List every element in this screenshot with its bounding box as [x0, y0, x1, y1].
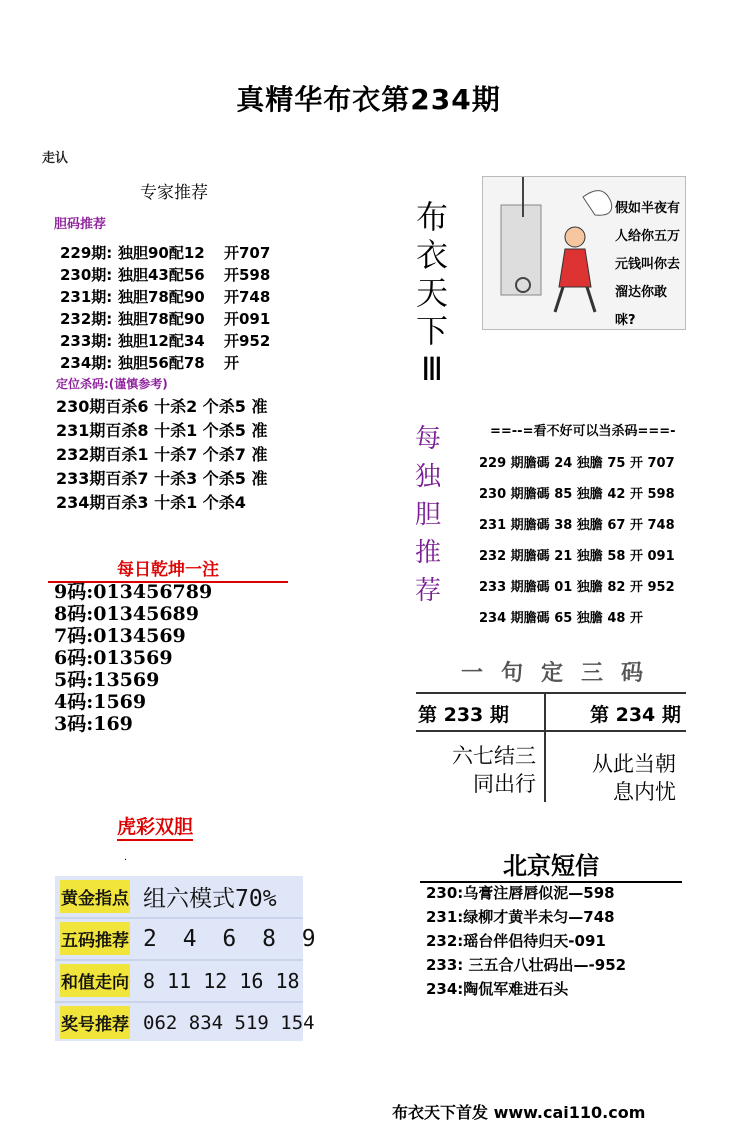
table-value: 8 11 12 16 18 [143, 968, 300, 993]
bu-vertical-title: 布 衣 天 下 Ⅲ [415, 198, 448, 388]
daily-row: 9码:013456789 [54, 581, 213, 603]
kill-row: 234期百杀3 十杀1 个杀4 [56, 493, 246, 512]
beijing-row: 230:乌膏注唇唇似泥—598 [426, 884, 615, 902]
table-label: 五码推荐 [60, 922, 130, 955]
danma-panel [465, 412, 685, 632]
beijing-row: 232:瑶台伴侣待归天-091 [426, 932, 606, 950]
danma-row: 229 期膽碼 24 独膽 75 开 707 [479, 456, 675, 471]
daily-header: 每日乾坤一注 [48, 555, 288, 583]
corner-mark: 走认 [42, 151, 69, 166]
danma-row: 231 期膽碼 38 独膽 67 开 748 [479, 518, 675, 533]
sanma-col1: 第 233 期 [418, 704, 509, 726]
sanma-poem2: 从此当朝 息内忧 [592, 752, 676, 804]
beijing-row: 234:陶侃军难进石头 [426, 980, 569, 998]
daily-panel [48, 545, 303, 735]
footer-link[interactable]: 布衣天下首发 www.cai110.com [392, 1103, 646, 1122]
danma-row: 232 期膽碼 21 独膽 58 开 091 [479, 549, 675, 564]
double-dot: . [124, 852, 128, 863]
beijing-panel [420, 842, 682, 1007]
expert-row: 233期: 独胆12配34 开952 [60, 332, 271, 350]
danma-header: ==--=看不好可以当杀码===- [490, 424, 676, 439]
daily-row: 3码:169 [54, 713, 133, 735]
table-row [55, 960, 303, 1001]
table-value: 组六模式70% [143, 886, 277, 912]
cartoon-text: 假如半夜有 人给你五万 元钱叫你去 溜达你敢咪? [615, 201, 681, 328]
cartoon-icon [483, 177, 613, 327]
table-value: 062 834 519 154 [143, 1011, 315, 1034]
daily-row: 6码:013569 [54, 647, 173, 669]
danma-row: 234 期膽碼 65 独膽 48 开 [479, 611, 643, 626]
expert-panel [48, 168, 300, 520]
expert-row: 229期: 独胆90配12 开707 [60, 244, 271, 262]
sanma-col2: 第 234 期 [590, 704, 681, 726]
table-label: 黄金指点 [60, 880, 130, 913]
beijing-header: 北京短信 [420, 846, 682, 883]
expert-row: 230期: 独胆43配56 开598 [60, 266, 271, 284]
expert-header: 专家推荐 [140, 183, 208, 203]
expert-row: 232期: 独胆78配90 开091 [60, 310, 271, 328]
table-row [55, 876, 303, 917]
table-label: 奖号推荐 [60, 1006, 130, 1039]
sanma-poem1: 六七结三 同出行 [452, 744, 536, 796]
double-title: 虎彩双胆 [117, 812, 193, 841]
daily-row: 4码:1569 [54, 691, 147, 713]
beijing-row: 231:绿柳才黄半未匀—748 [426, 908, 615, 926]
kill-row: 232期百杀1 十杀7 个杀7 准 [56, 445, 268, 464]
danma-row: 230 期膽碼 85 独膽 42 开 598 [479, 487, 675, 502]
kill-row: 231期百杀8 十杀1 个杀5 准 [56, 421, 268, 440]
expert-subtitle: 胆码推荐 [54, 217, 107, 232]
daily-row: 5码:13569 [54, 669, 160, 691]
sanma-panel [416, 650, 688, 810]
page-title: 真精华布衣第234期 [236, 83, 501, 116]
table-row [55, 918, 322, 959]
mei-vertical-title: 每 独 胆 推 荐 [414, 424, 441, 606]
sanma-header: 一句定三码 [460, 661, 661, 686]
cartoon-image [482, 176, 686, 330]
danma-row: 233 期膽碼 01 独膽 82 开 952 [479, 580, 675, 595]
table-row [55, 1002, 315, 1043]
beijing-row: 233: 三五合八壮码出—-952 [426, 956, 627, 974]
expert-row: 231期: 独胆78配90 开748 [60, 288, 271, 306]
expert-row: 234期: 独胆56配78 开 [60, 354, 240, 372]
recommend-table [55, 876, 322, 1041]
daily-row: 8码:01345689 [54, 603, 199, 625]
daily-row: 7码:0134569 [54, 625, 186, 647]
table-value: 2 4 6 8 9 [143, 925, 322, 952]
kill-subtitle: 定位杀码:(谨慎参考) [56, 377, 168, 391]
kill-row: 230期百杀6 十杀2 个杀5 准 [56, 397, 268, 416]
table-label: 和值走向 [60, 964, 130, 997]
kill-row: 233期百杀7 十杀3 个杀5 准 [56, 469, 268, 488]
